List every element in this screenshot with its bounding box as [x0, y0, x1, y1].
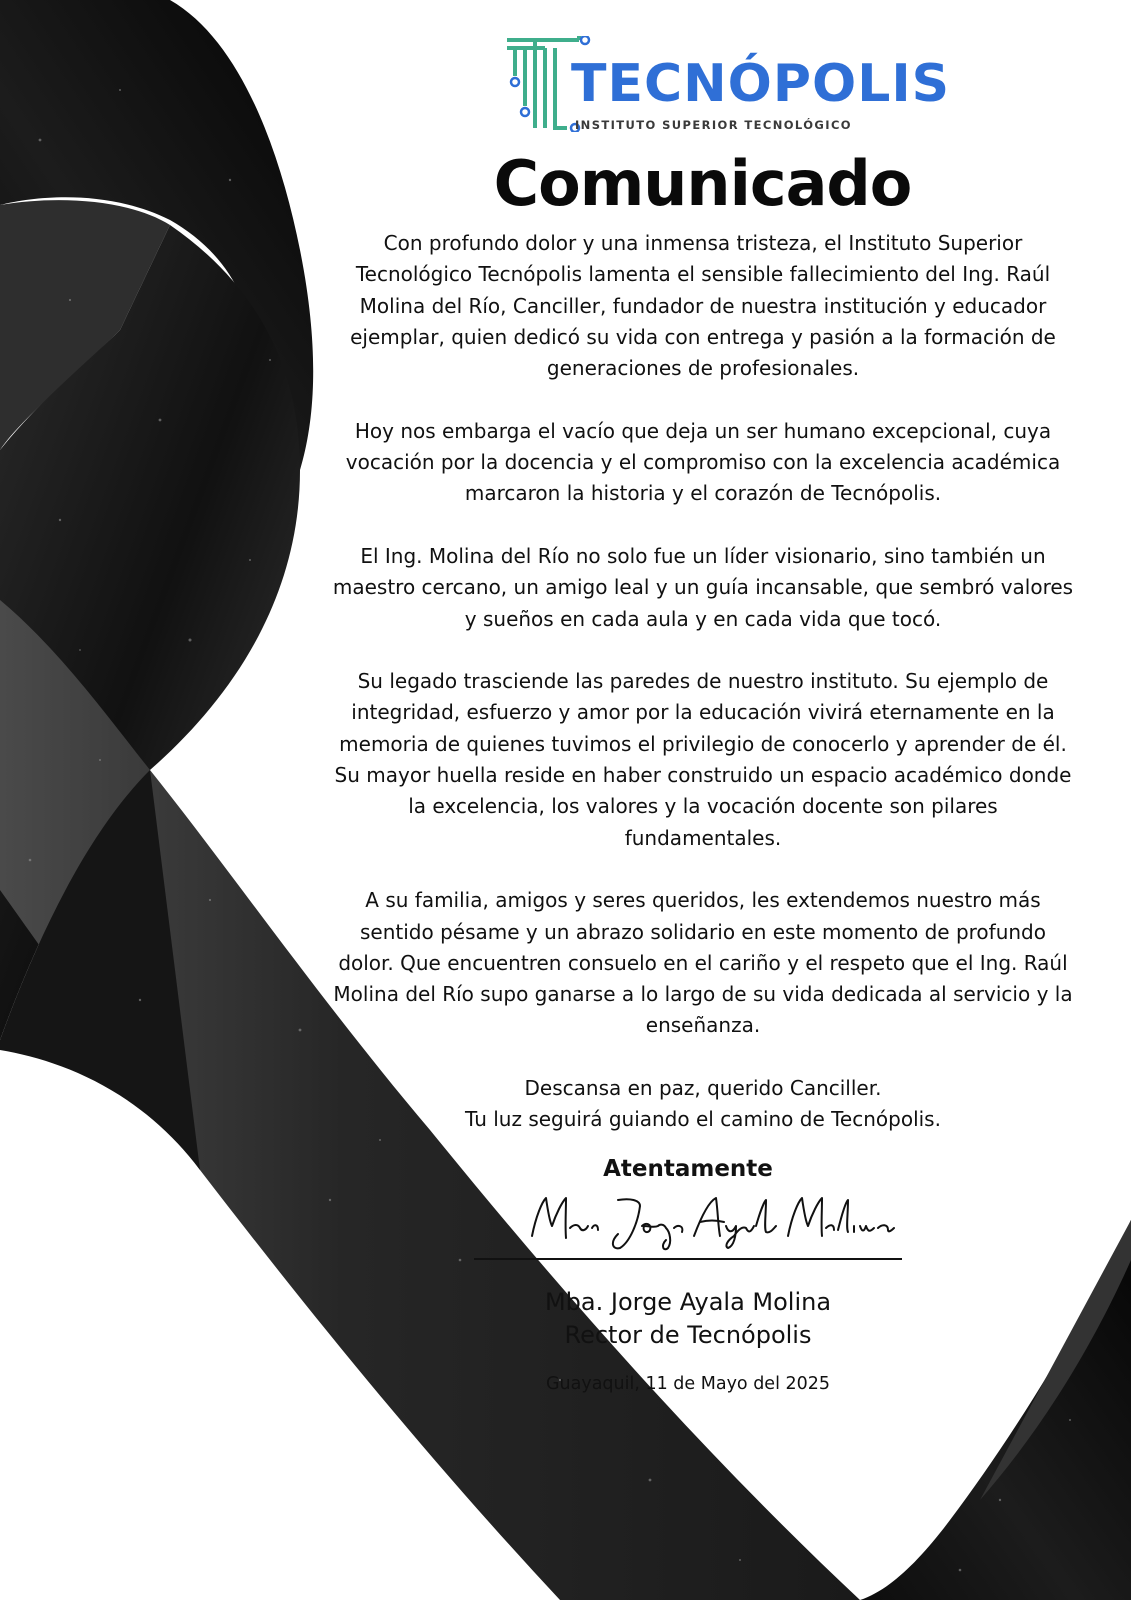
text-line: Con profundo dolor y una inmensa tristeza, el Instituto Superior	[383, 231, 1023, 255]
institution-logo	[505, 36, 951, 132]
text-line: maestro cercano, un amigo leal y un guía incansable, que sembró valores	[332, 575, 1074, 600]
rector-name: Mba. Jorge Ayala Molina	[544, 1288, 832, 1316]
text-line: generaciones de profesionales.	[546, 356, 860, 381]
text-line: enseñanza.	[645, 1013, 761, 1038]
signature-block	[470, 1156, 906, 1394]
text-line: ejemplar, quien dedicó su vida con entrega y pasión a la formación de	[350, 324, 1056, 349]
text-line: vocación por la docencia y el compromiso con la excelencia académica	[345, 450, 1061, 475]
text-line: Molina del Río, Canciller, fundador de nuestra institución y educador	[359, 293, 1047, 318]
document-date: Guayaquil, 11 de Mayo del 2025	[545, 1374, 831, 1394]
text-line: la excelencia, los valores y la vocación docente son pilares	[408, 794, 998, 819]
text-line: Su legado trasciende las paredes de nuestro instituto. Su ejemplo de	[357, 669, 1049, 694]
text-line: Descansa en paz, querido Canciller.	[524, 1076, 882, 1101]
text-line: memoria de quienes tuvimos el privilegio de conocerlo y aprender de él.	[339, 731, 1067, 756]
paragraph-1	[310, 228, 1096, 384]
logo-subtitle: INSTITUTO SUPERIOR TECNOLÓGICO	[575, 118, 852, 132]
text-line: Tecnológico Tecnópolis lamenta el sensible fallecimiento del Ing. Raúl	[355, 262, 1051, 287]
rector-title: Rector de Tecnópolis	[564, 1321, 812, 1349]
page-title: Comunicado	[493, 147, 912, 220]
paragraph-4	[310, 666, 1096, 854]
paragraph-3	[310, 541, 1096, 635]
communique-body	[310, 228, 1096, 1136]
text-line: marcaron la historia y el corazón de Tecnópolis.	[464, 481, 942, 506]
signature-line	[474, 1258, 902, 1260]
text-line: Su mayor huella reside en haber construido un espacio académico donde	[334, 763, 1072, 788]
paragraph-2	[310, 416, 1096, 510]
text-line: Tu luz seguirá guiando el camino de Tecnópolis.	[465, 1107, 941, 1132]
paragraph-5	[310, 885, 1096, 1041]
paragraph-6	[310, 1073, 1096, 1136]
logo-wordmark: TECNÓPOLIS	[571, 54, 951, 114]
text-line: integridad, esfuerzo y amor por la educación vivirá eternamente en la	[351, 700, 1055, 725]
handwritten-signature	[470, 1186, 906, 1254]
text-line: Hoy nos embarga el vacío que deja un ser humano excepcional, cuya	[354, 418, 1052, 443]
text-line: El Ing. Molina del Río no solo fue un líder visionario, sino también un	[360, 543, 1046, 568]
text-line: A su familia, amigos y seres queridos, les extendemos nuestro más	[365, 888, 1041, 913]
text-line: fundamentales.	[624, 825, 782, 850]
closing-salutation: Atentamente	[603, 1156, 773, 1182]
text-line: y sueños en cada aula y en cada vida que tocó.	[464, 606, 942, 631]
text-line: Molina del Río supo ganarse a lo largo de su vida dedicada al servicio y la	[333, 982, 1073, 1007]
text-line: sentido pésame y un abrazo solidario en este momento de profundo	[359, 919, 1046, 944]
text-line: dolor. Que encuentren consuelo en el cariño y el respeto que el Ing. Raúl	[338, 950, 1068, 975]
